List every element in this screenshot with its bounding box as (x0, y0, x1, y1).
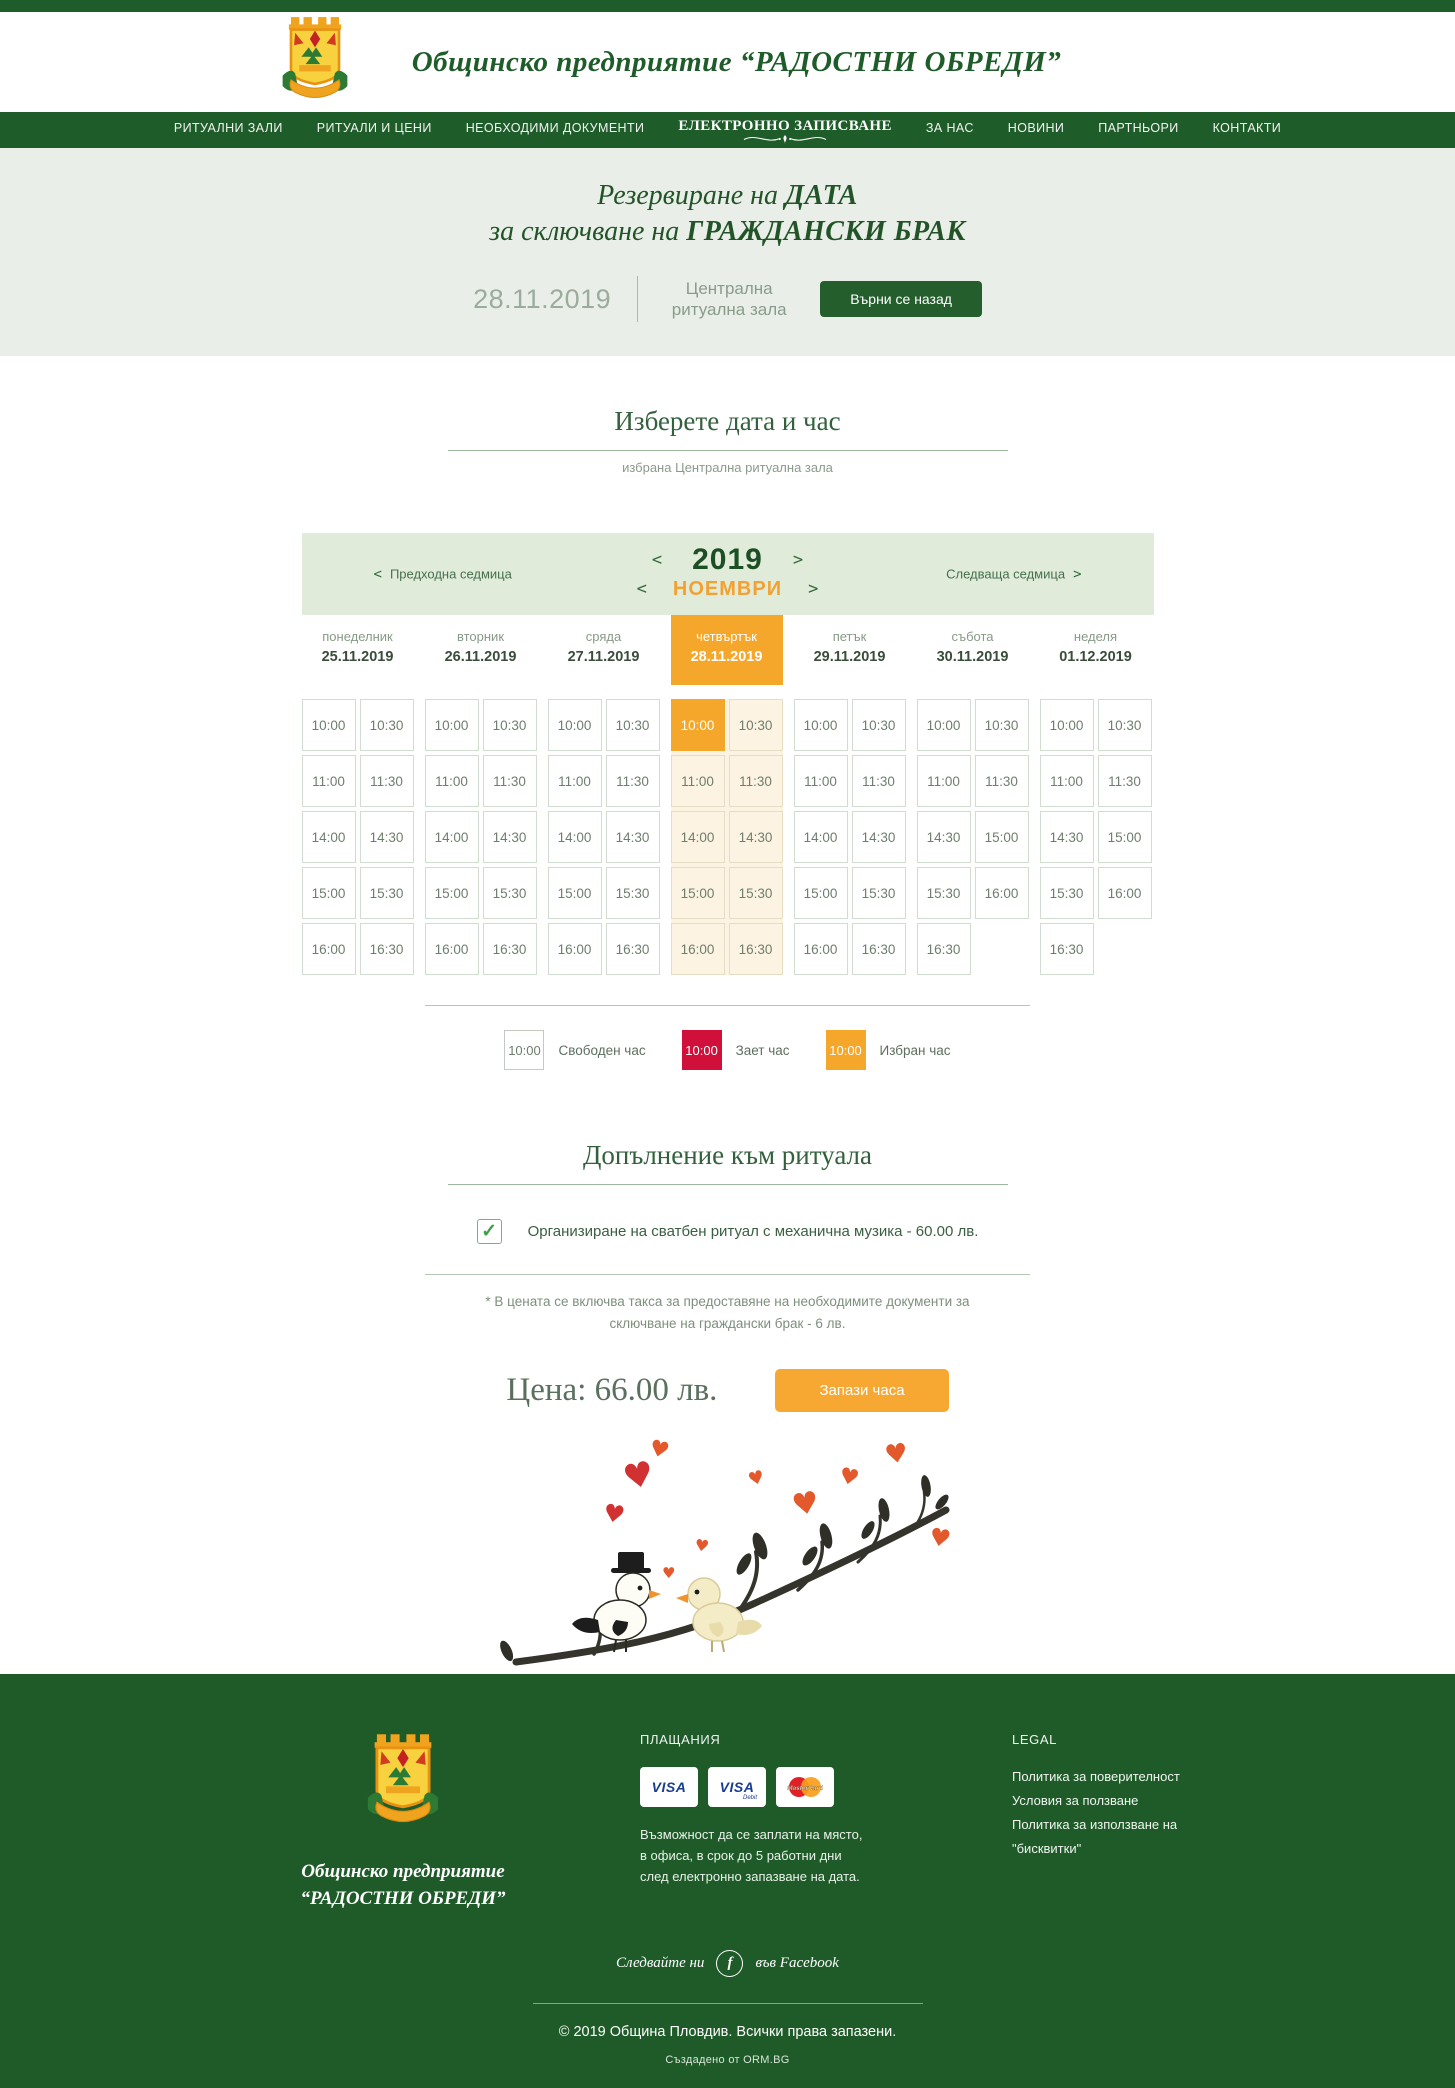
time-slot-30.11.2019-16:00[interactable]: 16:00 (975, 867, 1029, 919)
hero-section (0, 148, 1455, 356)
next-month-icon[interactable]: > (808, 579, 819, 599)
time-slot-26.11.2019-10:30[interactable]: 10:30 (483, 699, 537, 751)
payments-title: ПЛАЩАНИЯ (640, 1732, 721, 1747)
nav-item-6[interactable]: НОВИНИ (1007, 121, 1065, 135)
divider (637, 276, 638, 322)
divider (448, 1184, 1008, 1185)
addon-option-label: Организиране на сватбен ритуал с механична музика - 60.00 лв. (527, 1223, 979, 1240)
visa-debit-card-icon (708, 1767, 766, 1807)
time-slot-28.11.2019-15:00[interactable]: 15:00 (671, 867, 725, 919)
nav-item-8[interactable]: КОНТАКТИ (1212, 121, 1282, 135)
day-slots-30.11.2019 (917, 699, 1029, 975)
time-slot-25.11.2019-15:00[interactable]: 15:00 (302, 867, 356, 919)
hero-title-line1: Резервиране на ДАТА (597, 180, 858, 211)
total-price: Цена: 66.00 лв. (506, 1372, 718, 1408)
svg-text:Debit: Debit (742, 1795, 758, 1801)
time-slot-25.11.2019-11:30[interactable]: 11:30 (360, 755, 414, 807)
time-slot-29.11.2019-16:00[interactable]: 16:00 (794, 923, 848, 975)
day-date: 28.11.2019 (690, 649, 763, 665)
time-slot-27.11.2019-10:30[interactable]: 10:30 (606, 699, 660, 751)
time-slot-01.12.2019-14:30[interactable]: 14:30 (1040, 811, 1094, 863)
day-slots-29.11.2019 (794, 699, 906, 975)
follow-suffix: във Facebook (755, 1955, 839, 1971)
time-slot-01.12.2019-15:30[interactable]: 15:30 (1040, 867, 1094, 919)
time-slot-26.11.2019-15:00[interactable]: 15:00 (425, 867, 479, 919)
day-date: 27.11.2019 (567, 649, 640, 665)
time-slot-27.11.2019-11:00[interactable]: 11:00 (548, 755, 602, 807)
day-header-27.11.2019[interactable] (548, 615, 660, 685)
time-slot-26.11.2019-11:30[interactable]: 11:30 (483, 755, 537, 807)
prev-year-icon[interactable]: < (651, 549, 663, 570)
time-slot-29.11.2019-11:30[interactable]: 11:30 (852, 755, 906, 807)
divider (448, 450, 1008, 451)
nav-item-7[interactable]: ПАРТНЬОРИ (1098, 121, 1179, 135)
svg-text:MasterCard: MasterCard (787, 1785, 823, 1792)
nav-item-3[interactable]: НЕОБХОДИМИ ДОКУМЕНТИ (465, 121, 645, 135)
day-date: 25.11.2019 (321, 649, 394, 665)
chevron-right-icon: > (1073, 566, 1082, 582)
day-column-28.11.2019 (671, 615, 783, 975)
time-slot-27.11.2019-14:30[interactable]: 14:30 (606, 811, 660, 863)
svg-text:♥: ♥ (882, 1437, 910, 1471)
time-slot-29.11.2019-16:30[interactable]: 16:30 (852, 923, 906, 975)
visa-card-icon (640, 1767, 698, 1807)
time-slot-25.11.2019-10:30[interactable]: 10:30 (360, 699, 414, 751)
legend-item-free (504, 1030, 645, 1070)
time-slot-01.12.2019-11:00[interactable]: 11:00 (1040, 755, 1094, 807)
time-slot-25.11.2019-14:30[interactable]: 14:30 (360, 811, 414, 863)
time-slot-29.11.2019-15:00[interactable]: 15:00 (794, 867, 848, 919)
month-label: НОЕМВРИ (672, 578, 783, 600)
day-date: 26.11.2019 (444, 649, 517, 665)
time-slot-30.11.2019-11:00[interactable]: 11:00 (917, 755, 971, 807)
footer-payments-column (640, 1732, 950, 1887)
legend-sample-picked: 10:00 (826, 1030, 866, 1070)
time-slot-28.11.2019-16:00[interactable]: 16:00 (671, 923, 725, 975)
time-slot-29.11.2019-14:30[interactable]: 14:30 (852, 811, 906, 863)
legal-links (1012, 1765, 1227, 1861)
day-header-29.11.2019[interactable] (794, 615, 906, 685)
year-label: 2019 (692, 543, 763, 576)
day-name: петък (832, 629, 867, 644)
time-slot-25.11.2019-16:00[interactable]: 16:00 (302, 923, 356, 975)
chevron-left-icon: < (373, 566, 382, 582)
hero-booking-summary (0, 276, 1455, 322)
week-navigation (302, 533, 1154, 615)
day-date: 30.11.2019 (936, 649, 1009, 665)
footer-org-name: Общинско предприятие “РАДОСТНИ ОБРЕДИ” (300, 1861, 506, 1909)
nav-ornament-icon (737, 134, 833, 145)
nav-item-5[interactable]: ЗА НАС (925, 121, 974, 135)
time-slot-26.11.2019-14:00[interactable]: 14:00 (425, 811, 479, 863)
time-slot-27.11.2019-15:30[interactable]: 15:30 (606, 867, 660, 919)
day-name: понеделник (322, 629, 393, 644)
picker-title: Изберете дата и час (614, 406, 841, 436)
time-slot-28.11.2019-16:30[interactable]: 16:30 (729, 923, 783, 975)
legend-label-busy: Зает час (735, 1042, 790, 1058)
time-slot-26.11.2019-15:30[interactable]: 15:30 (483, 867, 537, 919)
nav-item-4[interactable]: ЕЛЕКТРОННО ЗАПИСВАНЕ (676, 116, 893, 145)
time-slot-27.11.2019-16:30[interactable]: 16:30 (606, 923, 660, 975)
time-slot-28.11.2019-11:00[interactable]: 11:00 (671, 755, 725, 807)
time-slot-29.11.2019-10:30[interactable]: 10:30 (852, 699, 906, 751)
follow-row (0, 1950, 1455, 1977)
svg-text:♥: ♥ (926, 1522, 953, 1554)
plovdiv-coat-of-arms-logo (359, 1732, 447, 1834)
day-name: вторник (456, 629, 505, 644)
day-column-29.11.2019 (794, 615, 906, 975)
day-header-25.11.2019[interactable] (302, 615, 414, 685)
day-header-28.11.2019[interactable] (671, 615, 783, 685)
checkmark-icon: ✓ (481, 1221, 498, 1242)
time-slot-30.11.2019-10:30[interactable]: 10:30 (975, 699, 1029, 751)
legend-label-picked: Избран час (879, 1042, 951, 1058)
time-slot-26.11.2019-11:00[interactable]: 11:00 (425, 755, 479, 807)
time-slot-27.11.2019-15:00[interactable]: 15:00 (548, 867, 602, 919)
time-slot-25.11.2019-14:00[interactable]: 14:00 (302, 811, 356, 863)
svg-text:♥: ♥ (646, 1435, 672, 1465)
back-button[interactable]: Върни се назад (820, 281, 982, 317)
facebook-icon[interactable]: f (716, 1950, 743, 1977)
addon-option-row (0, 1219, 1455, 1244)
day-date: 29.11.2019 (813, 649, 886, 665)
day-slots-01.12.2019 (1040, 699, 1152, 975)
fee-note: * В цената се включва такса за предоставяне на необходимите документи за сключване на граждански брак - 6 лв. (485, 1294, 970, 1331)
divider (533, 2003, 923, 2004)
nav-item-1[interactable]: РИТУАЛНИ ЗАЛИ (173, 121, 283, 135)
time-slot-28.11.2019-10:30[interactable]: 10:30 (729, 699, 783, 751)
day-column-27.11.2019 (548, 615, 660, 975)
svg-text:♥: ♥ (692, 1535, 710, 1556)
time-slot-25.11.2019-10:00[interactable]: 10:00 (302, 699, 356, 751)
time-slot-30.11.2019-15:00[interactable]: 15:00 (975, 811, 1029, 863)
bride-bird (676, 1578, 762, 1652)
day-slots-27.11.2019 (548, 699, 660, 975)
day-header-26.11.2019[interactable] (425, 615, 537, 685)
selected-date: 28.11.2019 (473, 283, 612, 314)
time-slot-27.11.2019-10:00[interactable]: 10:00 (548, 699, 602, 751)
main-nav (0, 112, 1455, 148)
time-slot-01.12.2019-10:30[interactable]: 10:30 (1098, 699, 1152, 751)
time-slot-01.12.2019-15:00[interactable]: 15:00 (1098, 811, 1152, 863)
svg-text:VISA: VISA (651, 1779, 687, 1795)
day-slots-28.11.2019 (671, 699, 783, 975)
calendar-grid (302, 615, 1154, 975)
picker-subtitle: избрана Централна ритуална зала (622, 460, 833, 475)
time-slot-30.11.2019-14:30[interactable]: 14:30 (917, 811, 971, 863)
site-header (0, 12, 1395, 112)
divider (425, 1005, 1030, 1006)
save-slot-button[interactable]: Запази часа (775, 1369, 948, 1412)
svg-text:♥: ♥ (661, 1564, 675, 1582)
time-slot-29.11.2019-10:00[interactable]: 10:00 (794, 699, 848, 751)
wedding-birds-illustration (498, 1424, 958, 1668)
next-week-link[interactable]: Следваща седмица > (946, 566, 1082, 582)
site-credit[interactable]: Създадено от ORM.BG (665, 2054, 790, 2066)
selected-hall: Централна ритуална зала (671, 279, 787, 319)
music-addon-checkbox[interactable] (477, 1219, 502, 1244)
legal-link-1[interactable]: Политика за поверителност (1012, 1769, 1180, 1784)
copyright: © 2019 Община Пловдив. Всички права запазени. (558, 2024, 897, 2040)
footer-org-column (228, 1732, 578, 1912)
time-slot-30.11.2019-15:30[interactable]: 15:30 (917, 867, 971, 919)
top-strip (0, 0, 1455, 12)
svg-text:♥: ♥ (745, 1466, 767, 1491)
divider (425, 1274, 1030, 1275)
hero-title-line2: за сключване на ГРАЖДАНСКИ БРАК (489, 216, 966, 247)
time-slot-28.11.2019-10:00[interactable]: 10:00 (671, 699, 725, 751)
time-slot-28.11.2019-15:30[interactable]: 15:30 (729, 867, 783, 919)
day-column-30.11.2019 (917, 615, 1029, 975)
legend-sample-busy: 10:00 (682, 1030, 722, 1070)
hero-title (0, 178, 1455, 250)
time-slot-01.12.2019-16:00[interactable]: 16:00 (1098, 867, 1152, 919)
day-slots-25.11.2019 (302, 699, 414, 975)
mastercard-card-icon (776, 1767, 834, 1807)
plovdiv-coat-of-arms-logo (274, 15, 356, 109)
price-row (0, 1369, 1455, 1412)
prev-month-icon[interactable]: < (636, 579, 647, 599)
time-slot-28.11.2019-14:30[interactable]: 14:30 (729, 811, 783, 863)
next-year-icon[interactable]: > (792, 549, 804, 570)
day-column-26.11.2019 (425, 615, 537, 975)
time-slot-26.11.2019-16:30[interactable]: 16:30 (483, 923, 537, 975)
svg-text:♥: ♥ (836, 1463, 861, 1492)
time-slot-25.11.2019-16:30[interactable]: 16:30 (360, 923, 414, 975)
time-slot-01.12.2019-11:30[interactable]: 11:30 (1098, 755, 1152, 807)
day-header-01.12.2019[interactable] (1040, 615, 1152, 685)
svg-text:♥: ♥ (600, 1498, 627, 1530)
day-header-30.11.2019[interactable] (917, 615, 1029, 685)
follow-prefix: Следвайте ни (616, 1955, 705, 1971)
time-slot-28.11.2019-11:30[interactable]: 11:30 (729, 755, 783, 807)
day-column-25.11.2019 (302, 615, 414, 975)
legal-link-3[interactable]: Политика за използване на "бисквитки" (1012, 1817, 1178, 1856)
time-slot-29.11.2019-11:00[interactable]: 11:00 (794, 755, 848, 807)
day-name: сряда (585, 629, 622, 644)
time-slot-27.11.2019-14:00[interactable]: 14:00 (548, 811, 602, 863)
time-slot-29.11.2019-14:00[interactable]: 14:00 (794, 811, 848, 863)
payment-cards (640, 1767, 950, 1807)
site-footer (0, 1674, 1455, 2088)
day-name: събота (951, 629, 994, 644)
svg-text:VISA: VISA (719, 1779, 755, 1795)
legend-label-free: Свободен час (558, 1042, 646, 1058)
time-slot-26.11.2019-14:30[interactable]: 14:30 (483, 811, 537, 863)
time-slot-28.11.2019-14:00[interactable]: 14:00 (671, 811, 725, 863)
site-title: Общинско предприятие “РАДОСТНИ ОБРЕДИ” (411, 45, 1062, 78)
legal-link-2[interactable]: Условия за ползване (1012, 1793, 1139, 1808)
time-slot-25.11.2019-15:30[interactable]: 15:30 (360, 867, 414, 919)
time-slot-29.11.2019-15:30[interactable]: 15:30 (852, 867, 906, 919)
time-slot-30.11.2019-10:00[interactable]: 10:00 (917, 699, 971, 751)
payments-note: Възможност да се заплати на място, в офиса, в срок до 5 работни дни след електронно запазване на дата. (640, 1827, 863, 1884)
nav-item-2[interactable]: РИТУАЛИ И ЦЕНИ (316, 121, 432, 135)
legend-item-busy (682, 1030, 790, 1070)
time-slot-26.11.2019-16:00[interactable]: 16:00 (425, 923, 479, 975)
time-slot-01.12.2019-10:00[interactable]: 10:00 (1040, 699, 1094, 751)
time-slot-30.11.2019-16:30[interactable]: 16:30 (917, 923, 971, 975)
time-slot-30.11.2019-11:30[interactable]: 11:30 (975, 755, 1029, 807)
time-slot-01.12.2019-16:30[interactable]: 16:30 (1040, 923, 1094, 975)
footer-legal-column (1012, 1732, 1227, 1861)
legend-item-picked (826, 1030, 951, 1070)
svg-text:♥: ♥ (619, 1453, 658, 1499)
day-date: 01.12.2019 (1059, 649, 1132, 665)
time-slot-26.11.2019-10:00[interactable]: 10:00 (425, 699, 479, 751)
prev-week-link[interactable]: < Предходна седмица (373, 566, 512, 582)
legend-sample-free: 10:00 (504, 1030, 544, 1070)
day-name: четвъртък (696, 629, 757, 644)
legend (0, 1030, 1455, 1070)
day-name: неделя (1073, 629, 1118, 644)
legal-title: LEGAL (1012, 1732, 1057, 1747)
addon-title: Допълнение към ритуала (583, 1140, 872, 1170)
day-slots-26.11.2019 (425, 699, 537, 975)
time-slot-27.11.2019-16:00[interactable]: 16:00 (548, 923, 602, 975)
day-column-01.12.2019 (1040, 615, 1152, 975)
time-slot-27.11.2019-11:30[interactable]: 11:30 (606, 755, 660, 807)
time-slot-25.11.2019-11:00[interactable]: 11:00 (302, 755, 356, 807)
svg-text:♥: ♥ (788, 1484, 822, 1524)
